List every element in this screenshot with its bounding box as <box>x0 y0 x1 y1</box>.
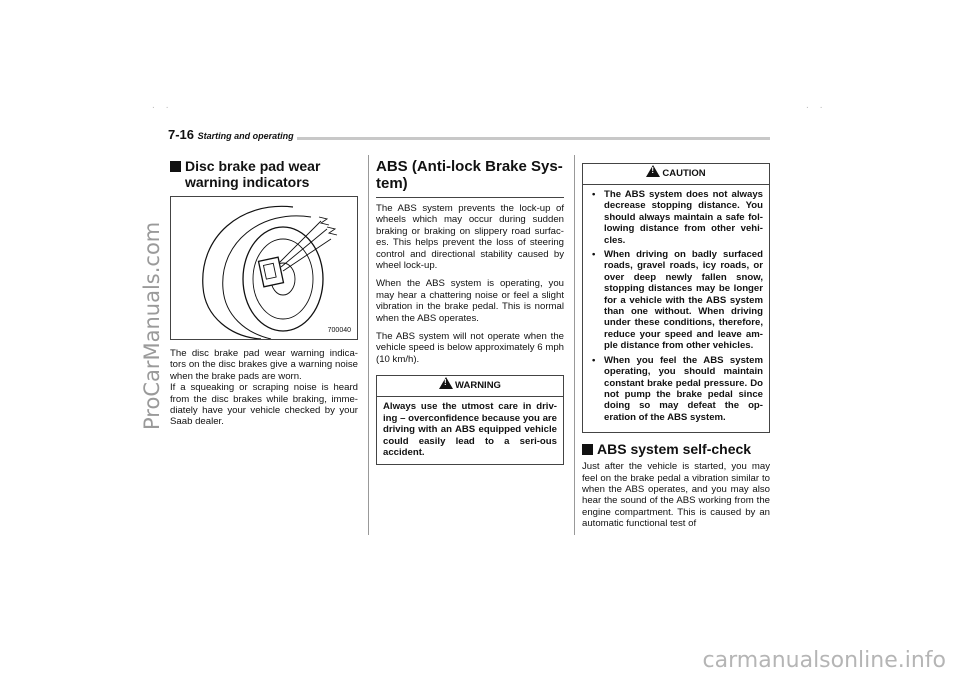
caution-item: • When driving on badly surfaced roads, gravel roads, icy roads, or over deep newly fallen snow, stopping distances may be longer for a vehicle with the ABS system than one without. When driving under these conditions, therefore, reduce your speed and leave am-ple distance from other vehicles. <box>589 249 763 352</box>
column-2 <box>376 158 564 465</box>
caution-box <box>582 163 770 433</box>
square-bullet-icon <box>170 161 181 172</box>
section-title: Starting and operating <box>197 131 294 141</box>
section-heading-abs: ABS (Anti-lock Brake Sys-tem) <box>376 158 564 198</box>
page-header <box>168 127 770 144</box>
body-paragraph: Just after the vehicle is started, you may feel on the brake pedal a vibration similar to when the ABS operates, and you may also hear the sound of the ABS working from the engine compartment. This is caused by an automatic functional test of <box>582 461 770 530</box>
section-heading-disc-brake: Disc brake pad wear warning indicators <box>170 158 358 190</box>
caution-item: • The ABS system does not always decrease stopping distance. You should always maintain a safe fol-lowing distance from other vehi-cles. <box>589 189 763 246</box>
caution-list <box>583 185 769 432</box>
warning-header: !WARNING <box>377 376 563 397</box>
square-bullet-icon <box>582 444 593 455</box>
body-paragraph: The ABS system will not operate when the vehicle speed is below approximately 6 mph (10 km/h). <box>376 331 564 365</box>
body-paragraph: If a squeaking or scraping noise is heard from the disc brakes while braking, imme-diately have your vehicle checked by your Saab dealer. <box>170 382 358 428</box>
column-1 <box>170 158 358 435</box>
caution-header: !CAUTION <box>583 164 769 185</box>
warning-triangle-icon <box>439 377 453 389</box>
wheel-brake-drawing <box>171 197 357 339</box>
brake-illustration <box>170 196 358 340</box>
page-number: 7-16 <box>168 127 195 142</box>
side-watermark: ProCarManuals.com <box>140 221 164 430</box>
warning-text: Always use the utmost care in driv-ing – overconfidence because you are driving with an ABS equipped vehicle could easily lead to a seri-ous accident. <box>383 401 557 458</box>
body-paragraph: When the ABS system is operating, you may hear a chattering noise or feel a slight vibration in the brake pedal. This is normal when the ABS operates. <box>376 278 564 324</box>
caution-item: • When you feel the ABS system operating, you should maintain constant brake pedal pressure. Do not pump the brake pedal since doing so may defeat the op-eration of the ABS system. <box>589 355 763 423</box>
column-divider-1 <box>368 155 369 535</box>
body-paragraph: The disc brake pad wear warning indica-tors on the disc brakes give a warning noise when the brake pads are worn. <box>170 348 358 382</box>
crop-marks-left: .. <box>152 100 180 111</box>
warning-box <box>376 375 564 465</box>
column-divider-2 <box>574 155 575 535</box>
section-heading-self-check: ABS system self-check <box>582 441 770 457</box>
body-paragraph: The ABS system prevents the lock-up of wheels which may occur during sudden braking or braking on slippery road surfac-es. This helps prevent the loss of steering control and directional stability caused by wheel lock-up. <box>376 203 564 272</box>
column-3 <box>582 163 770 537</box>
figure-code: 700040 <box>327 327 351 334</box>
crop-marks-right: .. <box>806 100 834 111</box>
bottom-watermark: carmanualsonline.info <box>702 648 946 673</box>
caution-triangle-icon <box>646 165 660 177</box>
